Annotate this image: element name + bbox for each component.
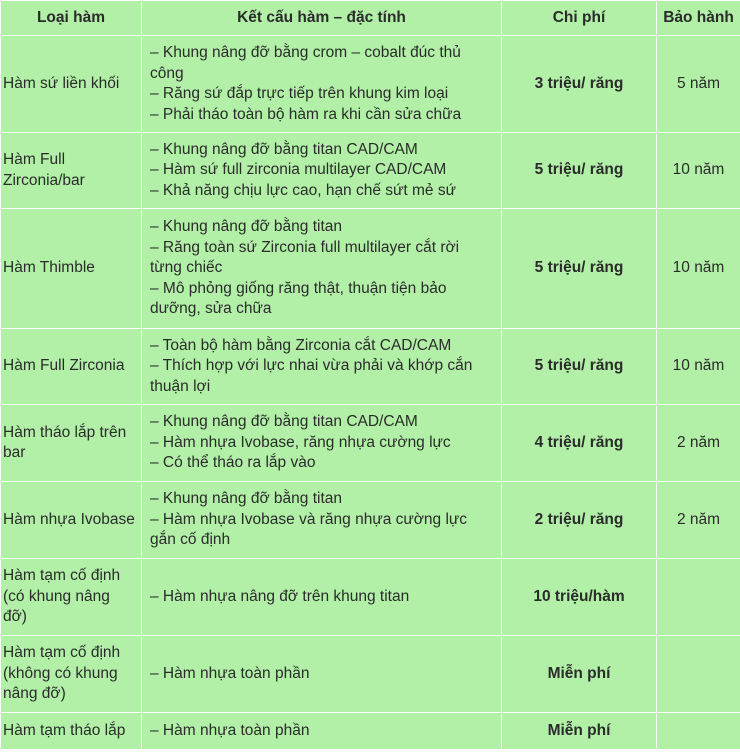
warranty-cell: 2 năm bbox=[657, 482, 740, 559]
table-row bbox=[1, 36, 740, 133]
type-cell: Hàm Full Zirconia/bar bbox=[1, 133, 142, 209]
cost-cell: 5 triệu/ răng bbox=[502, 209, 657, 329]
warranty-cell: 10 năm bbox=[657, 329, 740, 405]
type-cell: Hàm tạm tháo lắp bbox=[1, 713, 142, 750]
warranty-cell: 10 năm bbox=[657, 133, 740, 209]
feature-line: – Khung nâng đỡ bằng titan CAD/CAM bbox=[150, 140, 418, 158]
warranty-cell: 10 năm bbox=[657, 209, 740, 329]
features-cell bbox=[142, 636, 502, 713]
features-cell bbox=[142, 405, 502, 482]
features-cell bbox=[142, 713, 502, 750]
table-row bbox=[1, 209, 740, 329]
feature-line: – Hàm nhựa toàn phần bbox=[150, 664, 310, 682]
cost-cell: 3 triệu/ răng bbox=[502, 36, 657, 133]
feature-line: – Hàm nhựa toàn phần bbox=[150, 721, 310, 739]
feature-line: – Hàm nhựa Ivobase và răng nhựa cường lực gắn cố định bbox=[150, 510, 468, 549]
header-features: Kết cấu hàm – đặc tính bbox=[142, 1, 502, 36]
cost-cell: 10 triệu/hàm bbox=[502, 559, 657, 636]
header-row bbox=[1, 1, 740, 36]
feature-line: – Răng sứ đắp trực tiếp trên khung kim loại bbox=[150, 85, 449, 102]
table-row bbox=[1, 133, 740, 209]
cost-cell: 4 triệu/ răng bbox=[502, 405, 657, 482]
type-cell: Hàm nhựa Ivobase bbox=[1, 482, 142, 559]
cost-cell: Miễn phí bbox=[502, 713, 657, 750]
table-row bbox=[1, 713, 740, 750]
cost-cell: 2 triệu/ răng bbox=[502, 482, 657, 559]
feature-line: – Có thể tháo ra lắp vào bbox=[150, 454, 316, 472]
warranty-cell: 2 năm bbox=[657, 405, 740, 482]
type-cell: Hàm Thimble bbox=[1, 209, 142, 329]
features-cell bbox=[142, 133, 502, 209]
table-row bbox=[1, 559, 740, 636]
feature-line: – Hàm sứ full zirconia multilayer CAD/CAM bbox=[150, 161, 447, 179]
feature-line: – Toàn bộ hàm bằng Zirconia cắt CAD/CAM bbox=[150, 336, 452, 354]
warranty-cell bbox=[657, 559, 740, 636]
warranty-cell bbox=[657, 636, 740, 713]
feature-line: – Mô phỏng giống răng thật, thuận tiện bảo dưỡng, sửa chữa bbox=[150, 279, 447, 318]
header-type: Loại hàm bbox=[1, 1, 142, 36]
features-cell bbox=[142, 209, 502, 329]
features-cell bbox=[142, 329, 502, 405]
cost-cell: 5 triệu/ răng bbox=[502, 133, 657, 209]
type-cell: Hàm Full Zirconia bbox=[1, 329, 142, 405]
feature-line: – Răng toàn sứ Zirconia full multilayer cắt rời từng chiếc bbox=[150, 238, 460, 277]
feature-line: – Khung nâng đỡ bằng crom – cobalt đúc thủ công bbox=[150, 44, 461, 82]
table-row bbox=[1, 405, 740, 482]
features-cell bbox=[142, 559, 502, 636]
table-row bbox=[1, 482, 740, 559]
features-cell bbox=[142, 36, 502, 133]
feature-line: – Hàm nhựa Ivobase, răng nhựa cường lực bbox=[150, 433, 451, 451]
feature-line: – Thích hợp với lực nhai vừa phải và khớp cắn thuận lợi bbox=[150, 357, 473, 395]
cost-cell: 5 triệu/ răng bbox=[502, 329, 657, 405]
feature-line: – Khung nâng đỡ bằng titan CAD/CAM bbox=[150, 413, 418, 431]
type-cell: Hàm sứ liền khối bbox=[1, 36, 142, 133]
feature-line: – Khung nâng đỡ bằng titan bbox=[150, 218, 343, 236]
type-cell: Hàm tạm cố định (không có khung nâng đỡ) bbox=[1, 636, 142, 713]
cost-cell: Miễn phí bbox=[502, 636, 657, 713]
feature-line: – Khung nâng đỡ bằng titan bbox=[150, 490, 343, 508]
type-cell: Hàm tạm cố định (có khung nâng đỡ) bbox=[1, 559, 142, 636]
features-cell bbox=[142, 482, 502, 559]
feature-line: – Hàm nhựa nâng đỡ trên khung titan bbox=[150, 587, 410, 605]
type-cell: Hàm tháo lắp trên bar bbox=[1, 405, 142, 482]
table-row bbox=[1, 636, 740, 713]
feature-line: – Khả năng chịu lực cao, hạn chế sứt mẻ sứ bbox=[150, 181, 456, 199]
header-warranty: Bảo hành bbox=[657, 1, 740, 36]
header-cost: Chi phí bbox=[502, 1, 657, 36]
warranty-cell bbox=[657, 713, 740, 750]
feature-line: – Phải tháo toàn bộ hàm ra khi cần sửa chữa bbox=[150, 105, 462, 123]
table-row bbox=[1, 329, 740, 405]
warranty-cell: 5 năm bbox=[657, 36, 740, 133]
